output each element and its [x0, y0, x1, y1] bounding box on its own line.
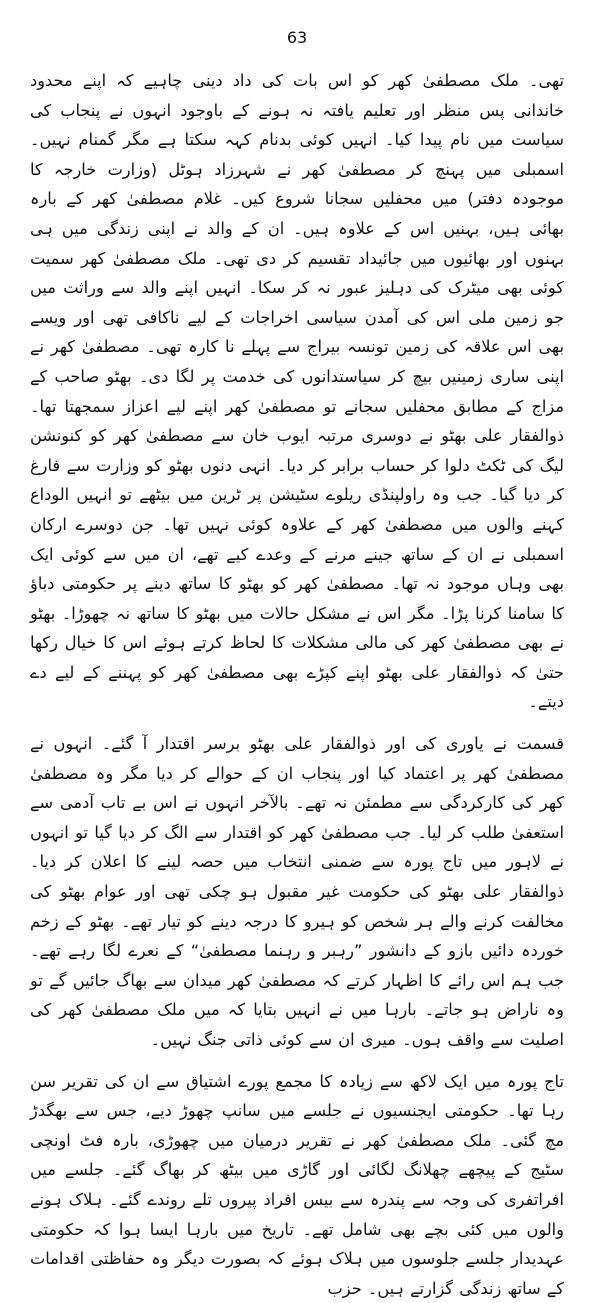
page-number: 63: [286, 28, 308, 47]
paragraph-3: تاج پورہ میں ایک لاکھ سے زیادہ کا مجمع پورے اشتیاق سے ان کی تقریر سن رہا تھا۔ حکومتی ایجنسیوں نے جلسے میں سانپ چھوڑ دیے، جس سے بھگدڑ مچ گئی۔ ملک مصطفیٰ کھر نے تقریر درمیان میں چھوڑی، بارہ فٹ اونچی سٹیج کے پیچھے چھلانگ لگائی اور گاڑی میں بیٹھ کر بھاگ گئے۔ جلسے میں افراتفری کی وجہ سے پندرہ سے بیس افراد پیروں تلے روندے گئے۔ ہلاک ہونے والوں میں کئی بچے بھی شامل تھے۔ تاریخ میں بارہا ایسا ہوا کہ حکومتی عہدیدار جلسے جلوسوں میں ہلاک ہوئے کہ بصورت دیگر وہ حفاظتی اقدامات کے ساتھ زندگی گزارتے ہیں۔ حزب: [30, 1071, 564, 1298]
paragraph-1: تھی۔ ملک مصطفیٰ کھر کو اس بات کی داد دینی چاہیے کہ اپنے محدود خاندانی پس منظر اور تعلیم یافتہ نہ ہونے کے باوجود انہوں نے پنجاب کی سیاست میں نام پیدا کیا۔ انہیں کوئی بدنام کہہ سکتا ہے مگر گمنام نہیں۔ اسمبلی میں پہنچ کر مصطفیٰ کھر نے شہرزاد ہوٹل (وزارت خارجہ کا موجودہ دفتر) میں محفلیں سجانا شروع کیں۔ غلام مصطفیٰ کھر کے بارہ بھائی ہیں، بہنیں اس کے علاوہ ہیں۔ ان کے والد نے اپنی زندگی میں ہی بہنوں اور بھائیوں میں جائیداد تقسیم کر دی تھی۔ ملک مصطفیٰ کھر سمیت کوئی بھی میٹرک کی دہلیز عبور نہ کر سکا۔ انہیں اپنے والد سے وراثت میں جو زمین ملی اس کی آمدن سیاسی اخراجات کے لیے ناکافی تھی اور ویسے بھی اس علاقہ کی زمین تونسہ بیراج سے پہلے نا کارہ تھی۔ مصطفیٰ کھر نے اپنی ساری زمینیں بیچ کر سیاستدانوں کی خدمت پر لگا دی۔ بھٹو صاحب کے مزاج کے مطابق محفلیں سجانے تو مصطفیٰ کھر اپنے لیے اعزاز سمجھتا تھا۔ ذوالفقار علی بھٹو نے دوسری مرتبہ ایوب خان سے مصطفیٰ کھر کو کنونشن لیگ کی ٹکٹ دلوا کر حساب برابر کر دیا۔ انہی دنوں بھٹو کو وزارت سے فارغ کر دیا گیا۔ جب وہ راولپنڈی ریلوے سٹیشن پر ٹرین میں بیٹھے تو انہیں الوداع کہنے والوں میں مصطفیٰ کھر کے علاوہ کوئی نہیں تھا۔ جن دوسرے ارکان اسمبلی نے ان کے ساتھ جینے مرنے کے وعدے کیے تھے، ان میں سے کوئی ایک بھی وہاں موجود نہ تھا۔ مصطفیٰ کھر کو بھٹو کا ساتھ دینے پر حکومتی دباؤ کا سامنا کرنا پڑا۔ مگر اس نے مشکل حالات میں بھٹو کا ساتھ نہ چھوڑا۔ بھٹو نے بھی مصطفیٰ کھر کی مالی مشکلات کا لحاظ کرتے ہوئے اس کا خیال رکھا حتیٰ کہ ذوالفقار علی بھٹو اپنے کپڑے بھی مصطفیٰ کھر کو پہننے کے لیے دے دیتے۔: [30, 71, 564, 712]
paragraph-2: قسمت نے یاوری کی اور ذوالفقار علی بھٹو برسر اقتدار آ گئے۔ انہوں نے مصطفیٰ کھر پر اعتماد کیا اور پنجاب ان کے حوالے کر دیا مگر وہ مصطفیٰ کھر کی کارکردگی سے مطمئن نہ تھے۔ بالآخر انہوں نے اس بے تاب آدمی سے استعفیٰ طلب کر لیا۔ جب مصطفیٰ کھر کو اقتدار سے الگ کر دیا گیا تو انہوں نے لاہور میں تاج پورہ سے ضمنی انتخاب میں حصہ لینے کا اعلان کر دیا۔ ذوالفقار علی بھٹو کی حکومت غیر مقبول ہو چکی تھی اور عوام بھٹو کی مخالفت کرنے والے ہر شخص کو ہیرو کا درجہ دینے کو تیار تھے۔ بھٹو کے زخم خوردہ دائیں بازو کے دانشور ”رہبر و رہنما مصطفیٰ“ کے نعرے لگا رہے تھے۔ جب ہم اس رائے کا اظہار کرتے کہ مصطفیٰ کھر میدان سے بھاگ جائیں گے تو وہ ناراض ہو جاتے۔ بارہا میں نے انہیں بتایا کہ میں ملک مصطفیٰ کھر کی اصلیت سے واقف ہوں۔ میری ان سے کوئی ذاتی جنگ نہیں۔: [30, 734, 564, 1049]
body-text: [30, 66, 564, 1303]
